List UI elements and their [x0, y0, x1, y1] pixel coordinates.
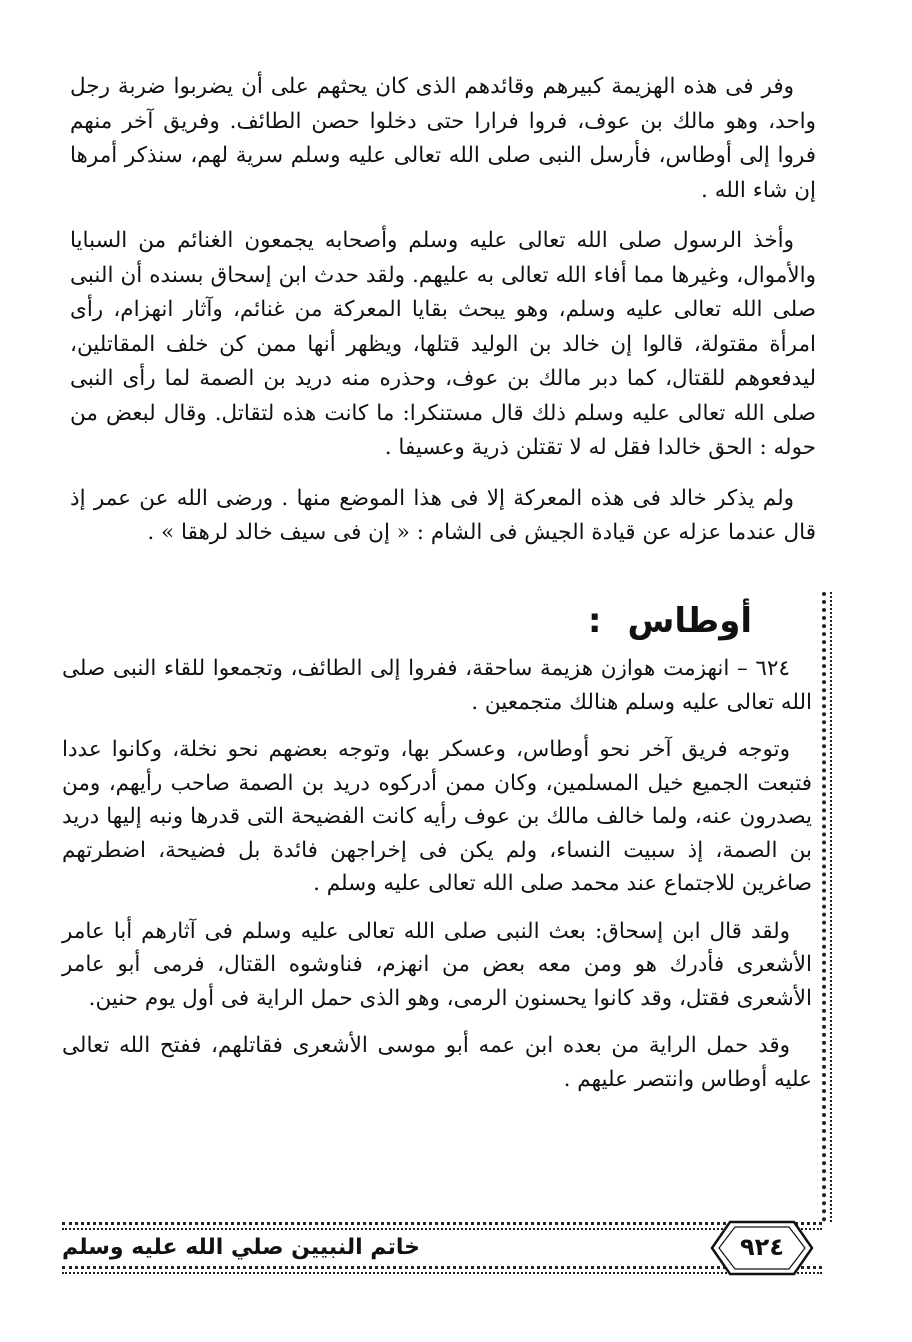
paragraph: وأخذ الرسول صلى الله تعالى عليه وسلم وأصحابه يجمعون الغنائم من السبايا والأموال، وغيرها مما أفاء الله تعالى به عليهم. ولقد حدث ابن إسحاق بسنده أن النبى صلى الله تعالى عليه وسلم، وهو يبحث بقايا المعركة من غنائم، وآثار انهزام، رأى امرأة مقتولة، قالوا إن خالد بن الوليد قتلها، ويظهر أنها ممن كن خلف المقاتلين، ليدفعوهم للقتال، كما دبر مالك بن عوف، وحذره منه دريد بن الصمة لما رأى النبى صلى الله تعالى عليه وسلم ذلك قال مستنكرا: ما كانت هذه لتقاتل. وقال لبعض من حوله : الحق خالدا فقل له لا تقتلن ذرية وعسيفا . — [70, 228, 816, 460]
paragraph: ولقد قال ابن إسحاق: بعث النبى صلى الله تعالى عليه وسلم فى آثارهم أبا عامر الأشعرى فأدرك هو ومن معه بعض من انهزم، فناوشوه القتال، فرمى أبو عامر الأشعرى فقتل، وقد كانوا يحسنون الرمى، وهو الذى حمل الراية فى أول يوم حنين. — [62, 918, 812, 1011]
paragraph: ولم يذكر خالد فى هذه المعركة إلا فى هذا الموضع منها . ورضى الله عن عمر إذ قال عندما عزله عن قيادة الجيش فى الشام : « إن فى سيف خالد لرهقا » . — [70, 485, 816, 545]
page-number-badge — [708, 1218, 816, 1278]
paragraph: وتوجه فريق آخر نحو أوطاس، وعسكر بها، وتوجه بعضهم نحو نخلة، وكانوا عددا فتبعت الجميع خيل المسلمين، وكان ممن أدركوه دريد بن الصمة صاحب رأيهم، ومن يصدرون عنه، ولما خالف مالك بن عوف رأيه كانت الفضيحة التى قدرها ونبه إليها دريد بن الصمة، إذ سبيت النساء، ولم يكن فى إخراجهن فائدة بل فضيحة، اضطرتهم صاغرين للاجتماع عند محمد صلى الله تعالى عليه وسلم . — [62, 737, 812, 896]
section-title-text: أوطاس — [627, 601, 752, 641]
paragraph: ٦٢٤ – انهزمت هوازن هزيمة ساحقة، ففروا إلى الطائف، وتجمعوا للقاء النبى صلى الله تعالى عليه وسلم هنالك متجمعين . — [62, 656, 812, 715]
page-number: ٩٢٤ — [740, 1233, 784, 1261]
section-title-colon: : — [587, 601, 602, 641]
running-head: خاتم النبيين صلي الله عليه وسلم — [62, 1235, 420, 1260]
section-text-block — [62, 652, 812, 1110]
section-heading — [588, 598, 752, 644]
paragraph: وفر فى هذه الهزيمة كبيرهم وقائدهم الذى كان يحثهم على أن يضربوا ضربة رجل واحد، وهو مالك بن عوف، فروا فرارا حتى دخلوا حصن الطائف. وفريق آخر منهم فروا إلى أوطاس، فأرسل النبى صلى الله تعالى عليه وسلم سرية لهم، سنذكر أمرها إن شاء الله . — [70, 74, 816, 203]
paragraph: وقد حمل الراية من بعده ابن عمه أبو موسى الأشعرى فقاتلهم، ففتح الله تعالى عليه أوطاس وانتصر عليهم . — [62, 1033, 812, 1092]
top-text-block — [70, 70, 816, 567]
